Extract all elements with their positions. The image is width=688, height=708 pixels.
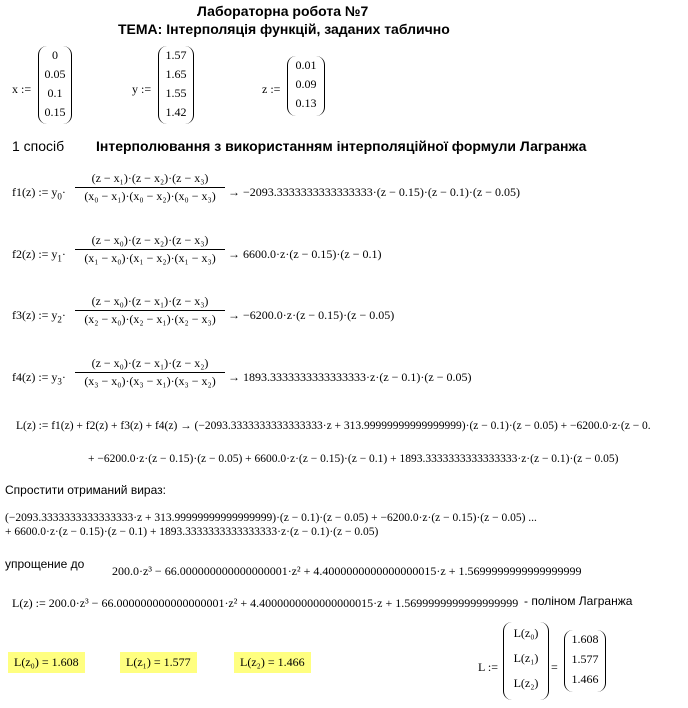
eval-L-z0: L(z₀) = 1.608 <box>8 652 85 673</box>
vector-x-value: 0 <box>52 48 58 62</box>
simplify-expression-line1: (−2093.3333333333333333·z + 313.99999999999999999)·(z − 0.1)·(z − 0.05) + −6200.0·z·(z − 0.15)·(z − 0.05) ... <box>5 512 537 524</box>
method-number: 1 спосіб <box>12 138 65 154</box>
method-heading: Інтерполювання з використанням інтерполяційної формули Лагранжа <box>96 138 587 154</box>
f1-lhs: f1(z) := $y_0\cdot$ <box>12 185 66 202</box>
f3-result: → −6200.0·z·(z − 0.15)·(z − 0.05) <box>228 308 395 322</box>
f3-sub: 2 <box>57 314 62 325</box>
f4-result: → 1893.3333333333333333·z·(z − 0.1)·(z − 0.05) <box>228 370 472 384</box>
f4-numerator: (z − x₀)·(z − x₁)·(z − x₂) <box>75 356 225 373</box>
f4-fraction <box>75 356 225 389</box>
L-vector-value: 1.577 <box>571 652 599 666</box>
L-vector-definition <box>503 622 549 700</box>
f4-sub: 3 <box>57 376 62 387</box>
simplify-to-label: упрощение до <box>5 557 85 571</box>
f2-result: → 6600.0·z·(z − 0.15)·(z − 0.1) <box>228 247 382 261</box>
vector-y-label: y := <box>132 82 152 96</box>
L-vector-value: 1.466 <box>571 672 599 686</box>
vector-y-value: 1.65 <box>165 67 187 81</box>
L-vector-value: 1.608 <box>571 632 599 646</box>
f4-lhs-text: f4(z) := y <box>12 370 58 384</box>
vector-z-label: z := <box>262 82 281 96</box>
L-vector-item: L(z₀) <box>513 626 539 640</box>
f1-denominator: (x₀ − x₁)·(x₀ − x₂)·(x₀ − x₃) <box>84 189 216 203</box>
L-definition-line1: L(z) := f1(z) + f2(z) + f3(z) + f4(z) → (−2093.3333333333333333·z + 313.99999999999999999)·(z − 0.1)·(z − 0.05) + −6200.0·z·(z − 0. <box>16 420 651 432</box>
f3-fraction <box>75 294 225 327</box>
vector-x-value: 0.15 <box>44 105 66 119</box>
simplify-expression-line2: + 6600.0·z·(z − 0.15)·(z − 0.1) + 1893.3333333333333333·z·(z − 0.1)·(z − 0.05) <box>5 526 379 538</box>
L-final-definition: L(z) := 200.0·z³ − 66.000000000000000001·z² + 4.4000000000000000015·z + 1.5699999999999999999 <box>12 596 519 610</box>
lagrange-polynomial-note: - поліном Лагранжа <box>524 594 633 608</box>
vector-x-value: 0.1 <box>47 86 63 100</box>
f4-lhs: f4(z) := $y_3\cdot$ <box>12 370 66 387</box>
L-definition-line2: + −6200.0·z·(z − 0.15)·(z − 0.05) + 6600.0·z·(z − 0.15)·(z − 0.1) + 1893.3333333333333333·z·(z − 0.1)·(z − 0.05) <box>88 453 619 465</box>
L-vector-label: L := <box>478 660 498 674</box>
f3-numerator: (z − x₀)·(z − x₁)·(z − x₃) <box>75 294 225 311</box>
f1-numerator: (z − x₁)·(z − x₂)·(z − x₃) <box>75 171 225 188</box>
f1-result: → −2093.3333333333333333·(z − 0.15)·(z − 0.1)·(z − 0.05) <box>228 185 521 199</box>
f2-lhs-text: f2(z) := y <box>12 247 58 261</box>
vector-y-value: 1.42 <box>165 105 187 119</box>
vector-y-value: 1.57 <box>165 48 187 62</box>
vector-x-label: x := <box>12 82 32 96</box>
vector-y <box>158 46 194 124</box>
L-vector-equals: = <box>551 660 558 674</box>
vector-z-value: 0.01 <box>295 58 317 72</box>
vector-z-value: 0.13 <box>295 96 317 110</box>
f4-denominator: (x₃ − x₀)·(x₃ − x₁)·(x₃ − x₂) <box>84 374 216 388</box>
eval-L-z2: L(z₂) = 1.466 <box>234 652 311 673</box>
L-vector-values <box>564 630 606 692</box>
vector-x <box>38 46 72 124</box>
f3-denominator: (x₂ − x₀)·(x₂ − x₁)·(x₂ − x₃) <box>84 312 216 326</box>
f2-numerator: (z − x₀)·(z − x₂)·(z − x₃) <box>75 233 225 250</box>
f1-lhs-text: f1(z) := y <box>12 185 58 199</box>
L-vector-item: L(z₁) <box>513 651 539 665</box>
vector-z-value: 0.09 <box>295 77 317 91</box>
f3-lhs: f3(z) := $y_2\cdot$ <box>12 308 66 325</box>
vector-z <box>287 56 325 116</box>
f1-fraction <box>75 171 225 204</box>
f2-denominator: (x₁ − x₀)·(x₁ − x₂)·(x₁ − x₃) <box>84 251 216 265</box>
vector-y-value: 1.55 <box>165 86 187 100</box>
f2-lhs: f2(z) := $y_1\cdot$ <box>12 247 66 264</box>
f2-sub: 1 <box>57 253 62 264</box>
L-vector-item: L(z₂) <box>513 676 539 690</box>
topic-heading: ТЕМА: Інтерполяція функцій, заданих таблично <box>118 21 450 37</box>
f2-fraction <box>75 233 225 266</box>
page-title: Лабораторна робота №7 <box>197 3 369 19</box>
f3-lhs-text: f3(z) := y <box>12 308 58 322</box>
vector-x-value: 0.05 <box>44 67 66 81</box>
simplify-label: Спростити отриманий вираз: <box>5 483 166 497</box>
simplified-result: 200.0·z³ − 66.000000000000000001·z² + 4.4000000000000000015·z + 1.5699999999999999999 <box>112 564 582 578</box>
f1-sub: 0 <box>57 191 62 202</box>
eval-L-z1: L(z₁) = 1.577 <box>120 652 197 673</box>
